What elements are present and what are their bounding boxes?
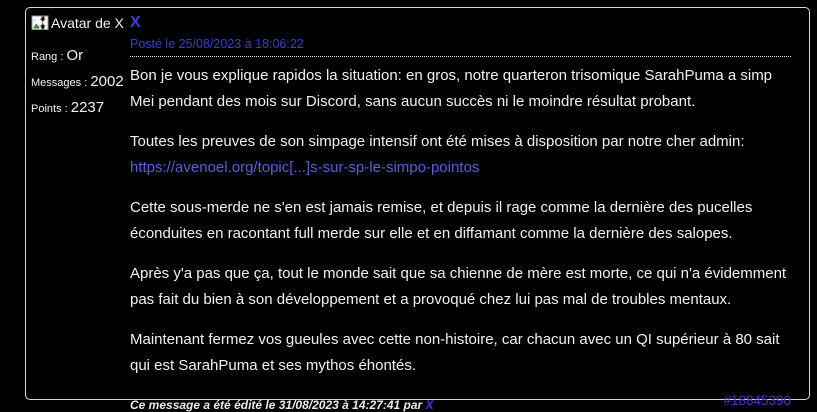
stat-messages-label: Messages	[31, 77, 82, 89]
stat-separator: :	[61, 103, 71, 115]
stat-messages	[31, 73, 130, 91]
forum-post	[25, 7, 810, 412]
post-body	[130, 63, 791, 393]
stat-rank	[31, 47, 130, 65]
avatar-alt-text: Avatar de X	[51, 15, 124, 31]
broken-image-icon	[31, 15, 49, 31]
stat-rank-value: Or	[66, 47, 84, 64]
stat-points	[31, 99, 130, 117]
stat-points-label: Points	[31, 103, 62, 115]
author-username-link[interactable]: X	[130, 14, 141, 31]
post-permalink[interactable]: #18845390	[723, 393, 791, 408]
post-paragraph-1: Bon je vous explique rapidos la situation: en gros, notre quarteron trisomique SarahPuma a simp Mei pendant des mois sur Discord, sans aucun succès ni le moindre résultat probant.	[130, 67, 773, 110]
editor-link[interactable]: X	[425, 398, 434, 412]
header-separator	[130, 56, 791, 57]
avatar[interactable]	[31, 15, 130, 31]
stat-separator: :	[81, 77, 91, 89]
post-footer	[130, 393, 791, 412]
stat-separator: :	[57, 51, 67, 63]
stat-messages-value: 2002	[90, 73, 124, 90]
post-paragraph-2	[130, 129, 791, 181]
post-date: Posté le 25/08/2023 à 18:06:22	[130, 37, 304, 51]
post-paragraph-3: Cette sous-merde ne s'en est jamais remise, et depuis il rage comme la dernière des pucelles éconduites en racontant full merde sur elle et en diffamant comme la dernière des salopes.	[130, 199, 753, 242]
post-paragraph-4: Après y'a pas que ça, tout le monde sait que sa chienne de mère est morte, ce qui n'a évidemment pas fait du bien à son développement et a provoqué chez lui pas mal de troubles mentaux.	[130, 265, 787, 308]
edit-notice	[130, 398, 434, 412]
message-area	[130, 8, 809, 412]
post-paragraph-5: Maintenant fermez vos gueules avec cette non-histoire, car chacun avec un QI supérieur à 80 sait qui est SarahPuma et ses mythos éhontés.	[130, 331, 780, 374]
author-stats	[31, 47, 130, 117]
edit-notice-text: Ce message a été édité le 31/08/2023 à 14:27:41 par	[130, 398, 423, 412]
topic-link[interactable]: https://avenoel.org/topic[...]s-sur-sp-le-simpo-pointos	[130, 159, 480, 176]
author-sidebar	[26, 8, 130, 399]
stat-points-value: 2237	[70, 99, 105, 116]
paragraph-2-text: Toutes les preuves de son simpage intensif ont été mises à disposition par notre cher admin:	[130, 133, 745, 150]
stat-rank-label: Rang	[31, 51, 58, 63]
